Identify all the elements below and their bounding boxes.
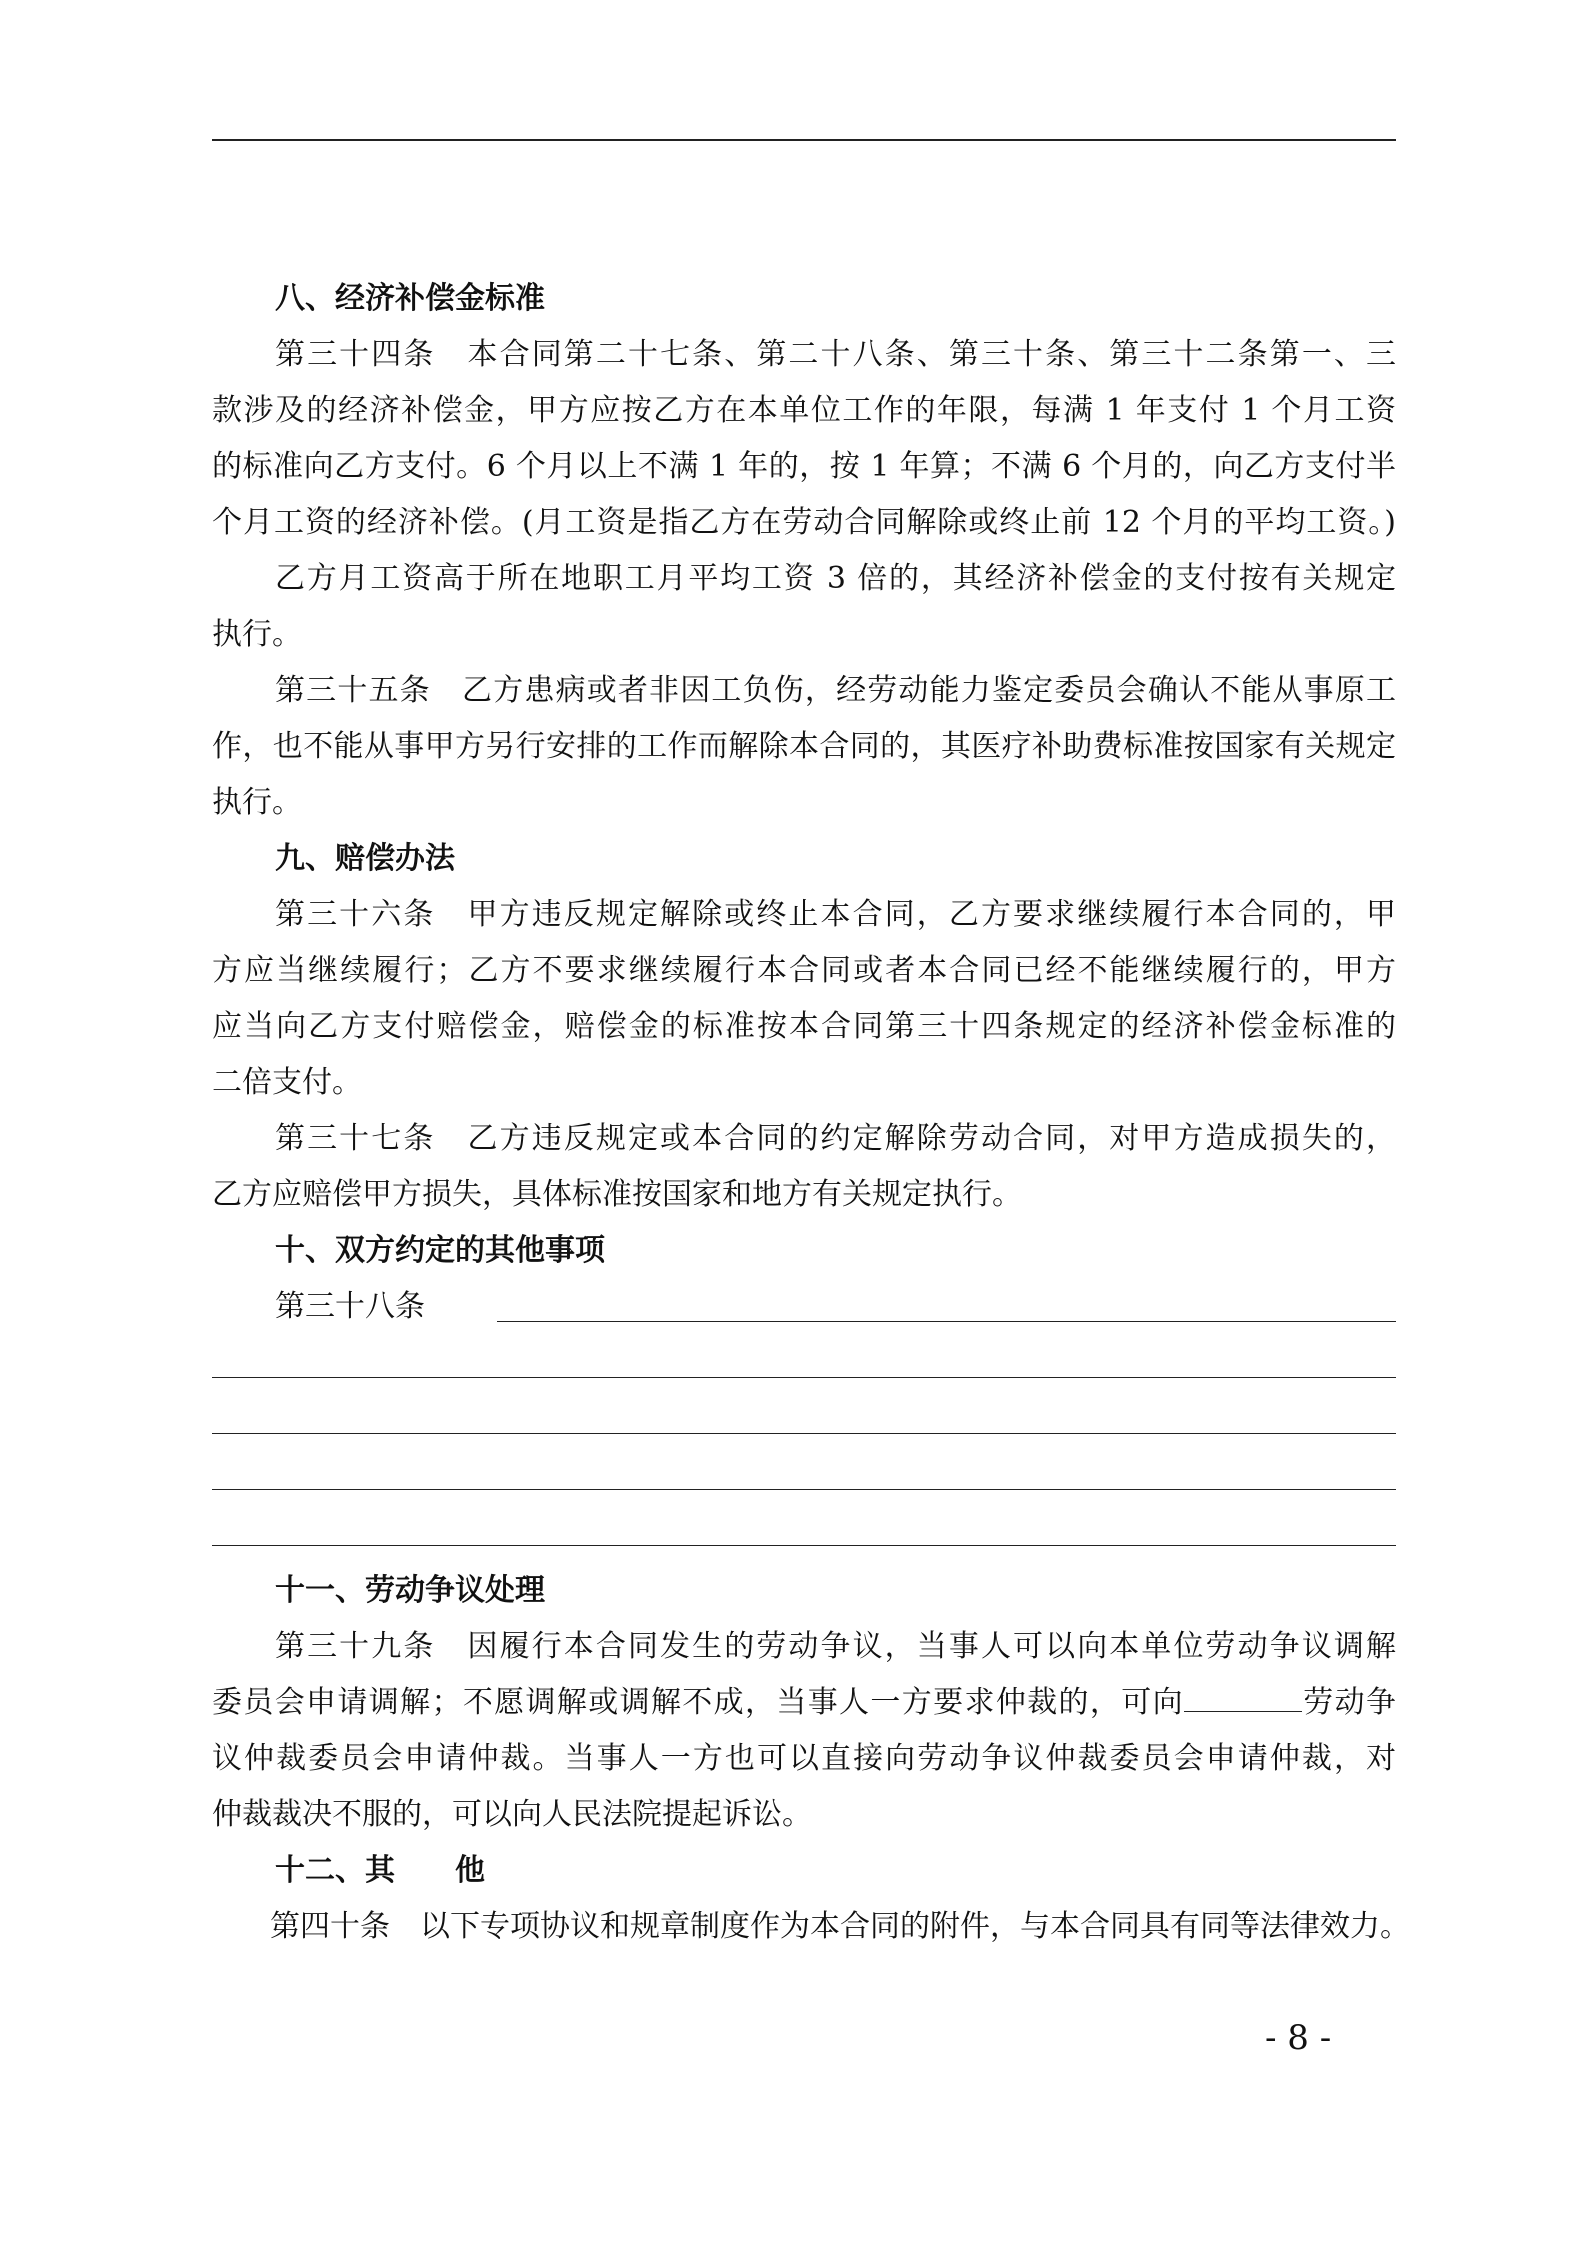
article-34-line-4: 个月工资的经济补偿。(月工资是指乙方在劳动合同解除或终止前 12 个月的平均工资。) xyxy=(212,505,1396,540)
fill-in-line-1 xyxy=(497,1321,1396,1322)
article-38-label: 第三十八条 xyxy=(275,1289,425,1324)
article-39-line-1: 第三十九条 因履行本合同发生的劳动争议，当事人可以向本单位劳动争议调解 xyxy=(275,1629,1396,1664)
section-heading-8: 八、经济补偿金标准 xyxy=(275,281,545,316)
fill-in-line-5 xyxy=(212,1545,1396,1546)
fill-in-line-3 xyxy=(212,1433,1396,1434)
arbitration-body-blank xyxy=(1184,1683,1302,1712)
article-34-line-3: 的标准向乙方支付。6 个月以上不满 1 年的，按 1 年算；不满 6 个月的，向乙方支付半 xyxy=(212,449,1396,484)
article-39-line-2-text-b: 劳动争 xyxy=(1301,1685,1397,1720)
article-36-line-2: 方应当继续履行；乙方不要求继续履行本合同或者本合同已经不能继续履行的，甲方 xyxy=(212,953,1396,988)
section-heading-12: 十二、其 他 xyxy=(275,1853,485,1888)
fill-in-line-2 xyxy=(212,1377,1396,1378)
section-heading-9: 九、赔偿办法 xyxy=(275,841,455,876)
page-number: - 8 - xyxy=(1265,2018,1332,2058)
article-34-line-2: 款涉及的经济补偿金，甲方应按乙方在本单位工作的年限，每满 1 年支付 1 个月工资 xyxy=(212,393,1396,428)
article-35-line-3: 执行。 xyxy=(212,785,302,820)
article-36-line-1: 第三十六条 甲方违反规定解除或终止本合同，乙方要求继续履行本合同的，甲 xyxy=(275,897,1396,932)
article-35-line-1: 第三十五条 乙方患病或者非因工负伤，经劳动能力鉴定委员会确认不能从事原工 xyxy=(275,673,1396,708)
article-34-para2-line-1: 乙方月工资高于所在地职工月平均工资 3 倍的，其经济补偿金的支付按有关规定 xyxy=(275,561,1396,596)
article-34-para2-line-2: 执行。 xyxy=(212,617,302,652)
article-35-line-2: 作，也不能从事甲方另行安排的工作而解除本合同的，其医疗补助费标准按国家有关规定 xyxy=(212,729,1396,764)
article-39-line-4: 仲裁裁决不服的，可以向人民法院提起诉讼。 xyxy=(212,1797,812,1832)
article-37-line-2: 乙方应赔偿甲方损失，具体标准按国家和地方有关规定执行。 xyxy=(212,1177,1022,1212)
article-34-line-1: 第三十四条 本合同第二十七条、第二十八条、第三十条、第三十二条第一、三 xyxy=(275,337,1396,372)
section-heading-11: 十一、劳动争议处理 xyxy=(275,1573,545,1608)
header-rule xyxy=(212,139,1396,141)
article-39-line-2-text-a: 委员会申请调解；不愿调解或调解不成，当事人一方要求仲裁的，可向 xyxy=(212,1685,1184,1720)
article-37-line-1: 第三十七条 乙方违反规定或本合同的约定解除劳动合同，对甲方造成损失的， xyxy=(275,1121,1396,1156)
article-40-line-1: 第四十条 以下专项协议和规章制度作为本合同的附件，与本合同具有同等法律效力。 xyxy=(270,1909,1410,1944)
article-36-line-4: 二倍支付。 xyxy=(212,1065,362,1100)
article-36-line-3: 应当向乙方支付赔偿金，赔偿金的标准按本合同第三十四条规定的经济补偿金标准的 xyxy=(212,1009,1396,1044)
article-39-line-3: 议仲裁委员会申请仲裁。当事人一方也可以直接向劳动争议仲裁委员会申请仲裁，对 xyxy=(212,1741,1396,1776)
article-39-line-2 xyxy=(212,1675,1396,1731)
fill-in-line-4 xyxy=(212,1489,1396,1490)
section-heading-10: 十、双方约定的其他事项 xyxy=(275,1233,605,1268)
